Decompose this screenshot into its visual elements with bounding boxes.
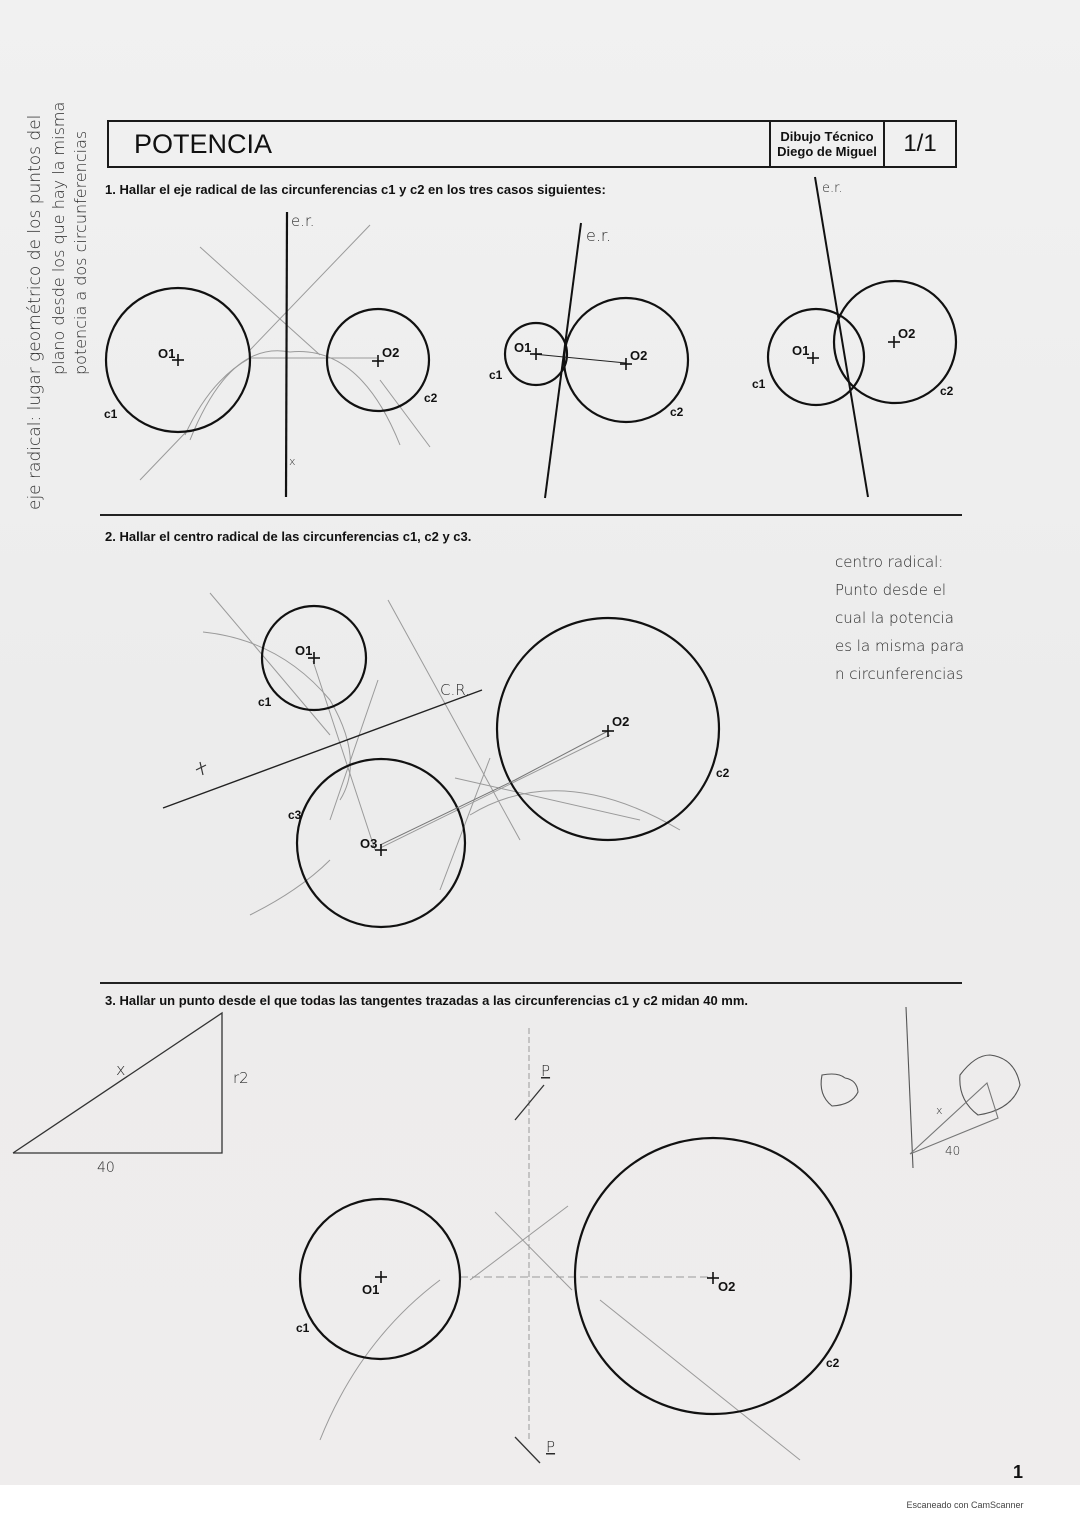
svg-text:c1: c1: [752, 377, 766, 391]
side-note: [25, 102, 90, 510]
svg-text:P: P: [541, 1062, 551, 1080]
q2-diagram: [163, 593, 730, 927]
svg-text:O1: O1: [362, 1282, 380, 1297]
svg-text:plano desde los que hay la mis: plano desde los que hay la misma: [49, 101, 68, 375]
svg-text:x: x: [936, 1104, 943, 1117]
svg-text:r2: r2: [233, 1069, 249, 1087]
question-3-text: Hallar un punto desde el que todas las tangentes trazadas a las circunferencias c1 y c2 midan 40 mm.: [119, 993, 749, 1008]
svg-text:c2: c2: [826, 1356, 840, 1370]
scanner-footer: Escaneado con CamScanner: [906, 1500, 1024, 1510]
svg-text:potencia a dos circunferencias: potencia a dos circunferencias: [71, 130, 90, 375]
svg-text:eje radical: lugar geométrico: eje radical: lugar geométrico de los puntos del: [25, 114, 45, 510]
svg-text:x: x: [116, 1060, 126, 1079]
note-line-3: es la misma para: [835, 637, 965, 655]
svg-text:40: 40: [945, 1144, 961, 1158]
q3-diagram: [296, 1028, 851, 1463]
question-1-text: Hallar el eje radical de las circunferencias c1 y c2 en los tres casos siguientes:: [119, 182, 606, 197]
svg-text:e.r.: e.r.: [586, 226, 612, 245]
svg-text:c1: c1: [104, 407, 118, 421]
q3-triangle: [13, 1013, 249, 1176]
sheet-number: 1/1: [883, 122, 955, 166]
svg-text:c1: c1: [258, 695, 272, 709]
page-number: 1: [1013, 1462, 1024, 1482]
subject-label: Dibujo Técnico: [780, 129, 874, 144]
svg-text:c3: c3: [288, 808, 302, 822]
svg-text:O2: O2: [718, 1279, 736, 1294]
note-line-1: Punto desde el: [835, 581, 947, 599]
svg-text:x: x: [289, 455, 296, 468]
question-2-number: 2.: [105, 529, 116, 544]
svg-text:c2: c2: [716, 766, 730, 780]
note-line-4: n circunferencias: [835, 665, 964, 683]
svg-text:40: 40: [97, 1160, 115, 1176]
svg-text:P: P: [546, 1438, 556, 1456]
svg-text:O3: O3: [360, 836, 378, 851]
note-title: centro radical:: [835, 553, 944, 571]
q3-sketch: [821, 1007, 1020, 1168]
svg-text:e.r.: e.r.: [291, 212, 315, 230]
svg-text:O2: O2: [630, 348, 648, 363]
page-title: POTENCIA: [134, 128, 273, 159]
svg-text:O2: O2: [612, 714, 630, 729]
svg-text:c1: c1: [296, 1321, 310, 1335]
svg-text:O1: O1: [295, 643, 313, 658]
question-2-text: Hallar el centro radical de las circunferencias c1, c2 y c3.: [119, 529, 472, 544]
q1-case3-diagram: [752, 177, 956, 497]
svg-text:O1: O1: [792, 343, 810, 358]
question-3-number: 3.: [105, 993, 116, 1008]
author-label: Diego de Miguel: [777, 144, 877, 159]
svg-text:e.r.: e.r.: [822, 181, 843, 196]
q1-case2-diagram: [489, 223, 688, 498]
svg-text:c2: c2: [424, 391, 438, 405]
svg-text:c1: c1: [489, 368, 503, 382]
svg-text:C.R.: C.R.: [440, 681, 470, 699]
svg-text:O2: O2: [382, 345, 400, 360]
svg-text:c2: c2: [940, 384, 954, 398]
question-1-number: 1.: [105, 182, 116, 197]
svg-text:O2: O2: [898, 326, 916, 341]
svg-text:O1: O1: [158, 346, 176, 361]
q1-case1-diagram: [104, 212, 438, 497]
svg-text:c2: c2: [670, 405, 684, 419]
note-line-2: cual la potencia: [835, 609, 954, 627]
svg-text:O1: O1: [514, 340, 532, 355]
